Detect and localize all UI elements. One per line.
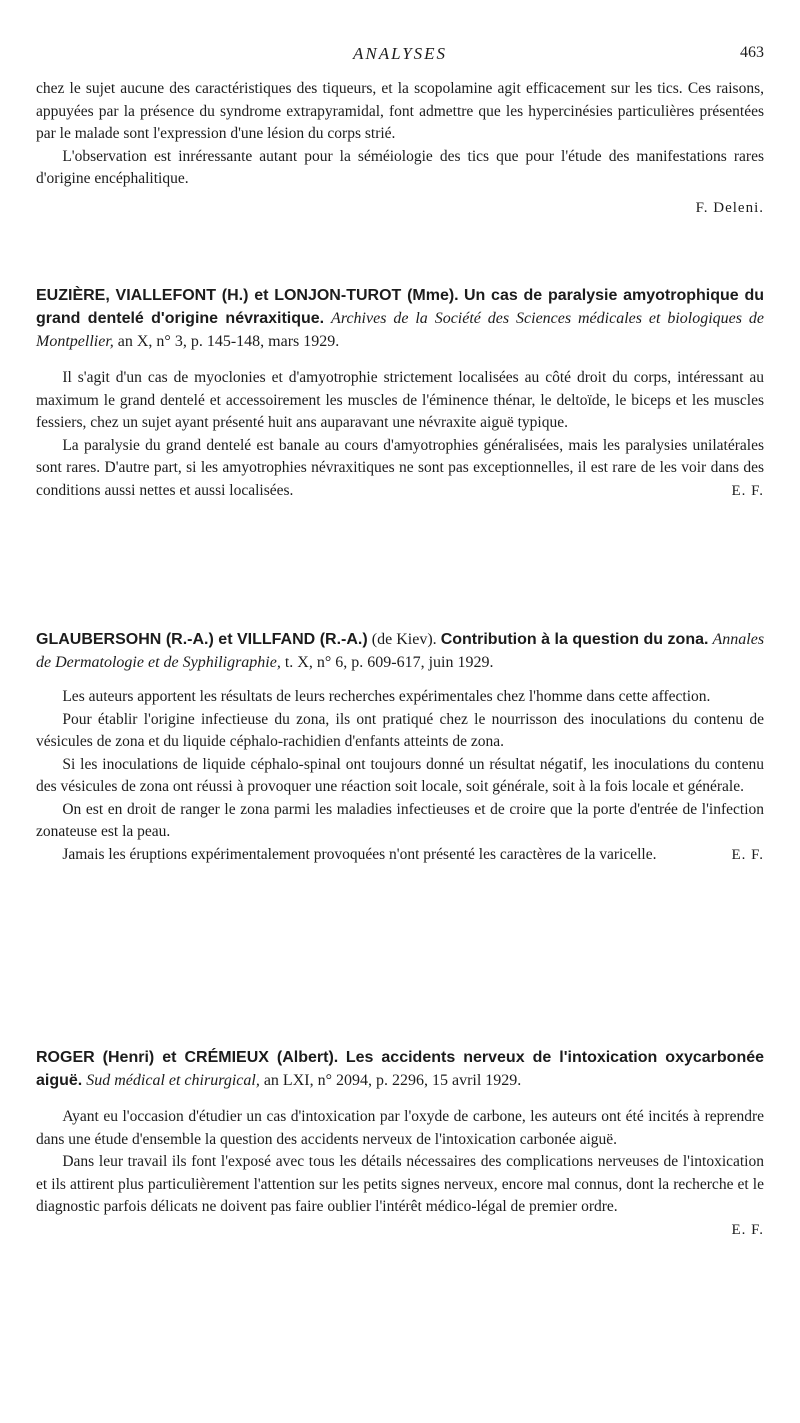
citation xyxy=(36,628,764,674)
citation xyxy=(36,1046,764,1092)
signature: E. F. xyxy=(731,1221,764,1238)
continuation-paragraph: chez le sujet aucune des caractéristiques des tiqueurs, et la scopolamine agit efficacement sur les tics. Ces raisons, appuyées par la présence du syndrome extrapyramidal, font admettre que les hypercinésies particulières présentées par le malade sont l'expression d'une lésion du corps strié. xyxy=(36,80,764,142)
continuation-paragraph: L'observation est inréressante autant pour la séméiologie des tics que pour l'étude des manifestations rares d'origine encéphalitique. xyxy=(36,147,764,187)
article-title: Un cas de paralysie amyotrophique du grand dentelé d'origine névraxitique. xyxy=(36,287,764,327)
abstract-entry xyxy=(36,1046,764,1241)
abstract-paragraph: Ayant eu l'occasion d'étudier un cas d'intoxication par l'oxyde de carbone, les auteurs ont été incités à reprendre dans une étude d'ensemble la question des accidents nerveux de l'intoxication carbonée aiguë. xyxy=(36,1108,764,1148)
article-title: Contribution à la question du zona. xyxy=(440,631,709,648)
abstract-paragraph: Dans leur travail ils font l'exposé avec tous les détails nécessaires des complications nerveuses de l'intoxication et ils attirent plus particulièrement l'attention sur les petits signes nerveux, encore mal connus, dont la recherche et le diagnostic parfois délicats ne doivent pas faire oublier l'intérêt médico-légal de premier ordre. xyxy=(36,1153,764,1215)
abstract-paragraph: La paralysie du grand dentelé est banale au cours d'amyotrophies généralisées, mais les paralysies unilatérales sont rares. D'autre part, si les amyotrophies névraxitiques ne sont pas exceptionnelles, il est rare de les voir dans des conditions aussi nettes et aussi localisées. E. F. xyxy=(36,435,764,503)
abstract-paragraph: On est en droit de ranger le zona parmi les maladies infectieuses et de croire que la porte d'entrée de l'infection zonateuse est la peau. xyxy=(36,800,764,840)
abstract-paragraph: Jamais les éruptions expérimentalement provoquées n'ont présenté les caractères de la varicelle. E. F. xyxy=(36,844,764,867)
citation-details: an LXI, n° 2094, p. 2296, 15 avril 1929. xyxy=(263,1072,522,1089)
abstract-entry xyxy=(36,284,764,502)
abstract-paragraph: Si les inoculations de liquide céphalo-spinal ont toujours donné un résultat négatif, les inoculations du contenu des vésicules de zona ont réussi à provoquer une réaction soit locale, soit générale, soit à la fois locale et générale. xyxy=(36,755,764,795)
journal: Sud médical et chirurgical, xyxy=(86,1072,260,1089)
abstract-paragraph: Les auteurs apportent les résultats de leurs recherches expérimentales chez l'homme dans cette affection. xyxy=(62,688,711,705)
journal: Annales de Dermatologie et de Syphiligraphie, xyxy=(36,631,765,671)
abstract-paragraph: Il s'agit d'un cas de myoclonies et d'amyotrophie strictement localisées au côté droit du corps, intéressant au maximum le grand dentelé et accessoirement les muscles de l'éminence thénar, le deltoïde, le biceps et les muscles fessiers, chez un sujet ayant présenté huit ans auparavant une névraxite aiguë typique. xyxy=(36,369,764,431)
signature: E. F. xyxy=(731,482,764,499)
authors-note: (de Kiev). xyxy=(371,631,437,648)
running-title: ANALYSES xyxy=(352,44,448,63)
page-number: 463 xyxy=(740,44,764,61)
abstract-entry xyxy=(36,628,764,866)
citation-details: t. X, n° 6, p. 609-617, juin 1929. xyxy=(284,654,494,671)
authors: GLAUBERSOHN (R.-A.) et VILLFAND (R.-A.) xyxy=(36,631,368,648)
citation xyxy=(36,284,764,353)
authors: EUZIÈRE, VIALLEFONT (H.) et LONJON-TUROT (Mme). xyxy=(36,287,459,304)
authors: ROGER (Henri) et CRÉMIEUX (Albert). xyxy=(36,1049,339,1066)
journal: Archives de la Société des Sciences médicales et biologiques de Montpellier, xyxy=(36,310,765,350)
citation-details: an X, n° 3, p. 145-148, mars 1929. xyxy=(117,333,340,350)
signature: F. Deleni. xyxy=(695,199,764,216)
running-header xyxy=(36,44,764,68)
continuation-block xyxy=(36,78,764,219)
article-title: Les accidents nerveux de l'intoxication oxycarbonée aiguë. xyxy=(36,1049,765,1089)
abstract-paragraph: Pour établir l'origine infectieuse du zona, ils ont pratiqué chez le nourrisson des inoculations du contenu de vésicules de zona et du liquide céphalo-rachidien d'enfants atteints de zona. xyxy=(36,710,764,750)
signature: E. F. xyxy=(731,846,764,863)
